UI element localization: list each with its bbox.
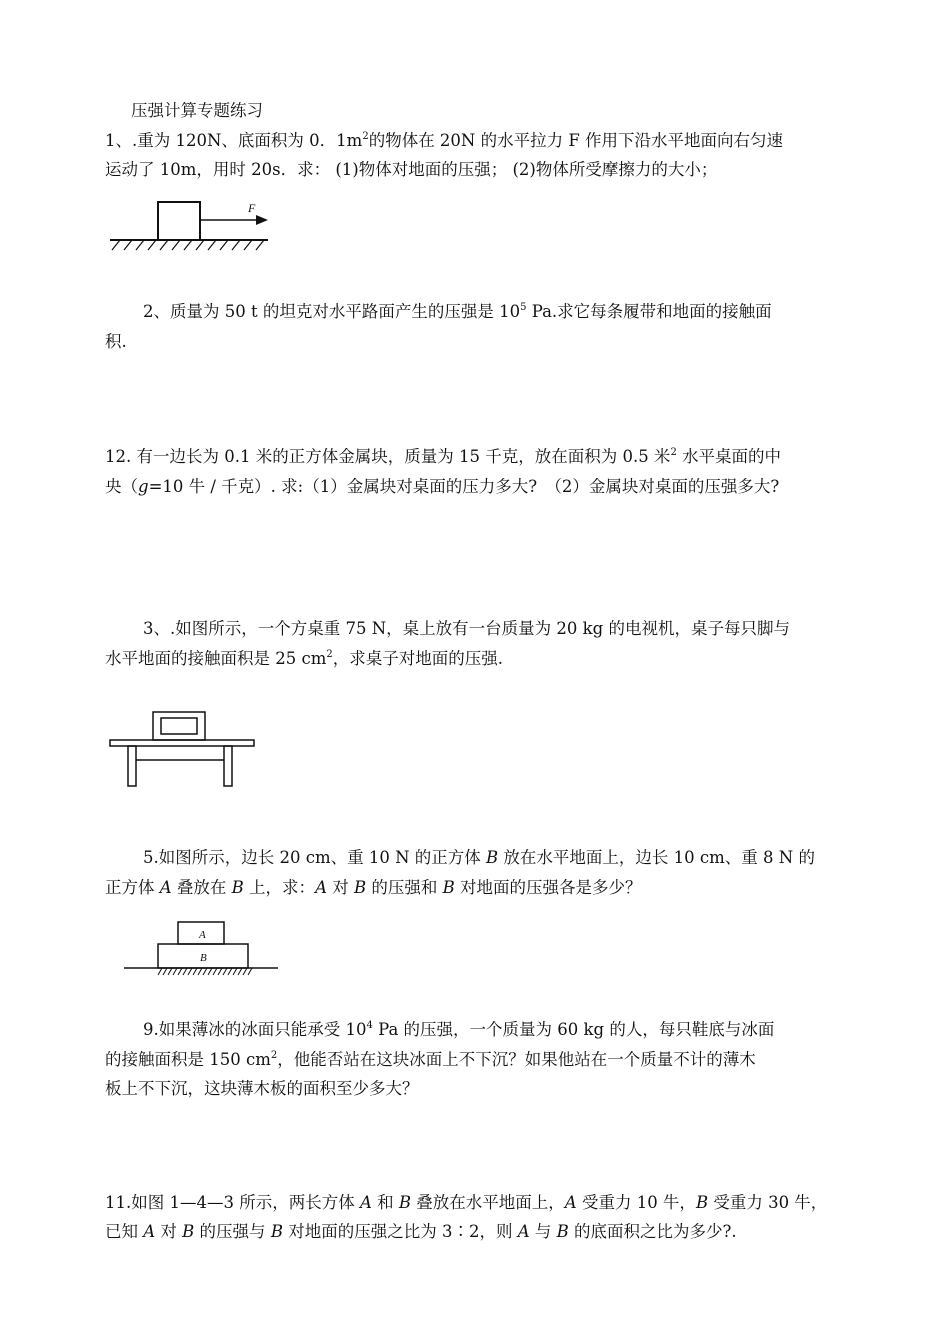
q1-text-a: 1、.重为 120N、底面积为 0．1m xyxy=(105,131,363,150)
question-11-line-1 xyxy=(105,1192,827,1214)
q9-superscript: 2 xyxy=(270,1050,278,1061)
q11-text-a: 11.如图 1—4—3 所示，两长方体 xyxy=(105,1193,360,1212)
q12-text-a: 12. 有一边长为 0.1 米的正方体金属块，质量为 15 千克，放在面积为 0.5 米 xyxy=(105,447,671,466)
q3-table-leg-right xyxy=(224,746,232,786)
q9-text-b: Pa 的压强，一个质量为 60 kg 的人，每只鞋底与冰面 xyxy=(372,1020,775,1039)
question-2-line-1 xyxy=(143,301,772,323)
q11-symbol-B: B xyxy=(695,1193,709,1212)
q11-text-h: 的压强与 xyxy=(194,1222,271,1241)
q11-symbol-A: A xyxy=(564,1193,577,1212)
q5-text-e: 上，求： xyxy=(243,878,316,897)
q9-text-d: ，他能否站在这块冰面上不下沉？如果他站在一个质量不计的薄木 xyxy=(277,1050,756,1069)
q3-table-leg-left xyxy=(128,746,136,786)
q2-superscript: 5 xyxy=(520,302,527,313)
q1-superscript: 2 xyxy=(362,131,369,142)
q5-text-c: 正方体 xyxy=(105,878,160,897)
q3-text-a: 水平地面的接触面积是 25 cm xyxy=(105,649,327,668)
q12-text-b: 水平桌面的中 xyxy=(676,447,782,466)
q12-text-d: =10 牛 / 千克）. 求:（1）金属块对桌面的压力多大? （2）金属块对桌面的压强多大? xyxy=(148,477,780,496)
question-2-line-2: 积. xyxy=(105,332,127,351)
q5-text-h: 对地面的压强各是多少？ xyxy=(454,878,642,897)
q1-ground-hatch xyxy=(112,240,264,250)
q1-block xyxy=(158,202,200,240)
q2-text-b: Pa.求它每条履带和地面的接触面 xyxy=(526,302,772,321)
q5-text-f: 对 xyxy=(326,878,354,897)
question-9-line-2 xyxy=(105,1049,756,1071)
q11-text-g: 对 xyxy=(155,1222,183,1241)
q11-text-c: 叠放在水平地面上， xyxy=(411,1193,565,1212)
question-12-line-2 xyxy=(105,476,779,498)
q11-text-i: 对地面的压强之比为 3∶2，则 xyxy=(282,1222,518,1241)
q11-text-j: 与 xyxy=(529,1222,557,1241)
question-1-line-2: 运动了 10m，用时 20s．求： (1)物体对地面的压强； (2)物体所受摩擦力的大小； xyxy=(105,160,718,179)
q11-symbol-B: B xyxy=(556,1222,569,1241)
q11-symbol-A: A xyxy=(517,1222,530,1241)
q11-symbol-B: B xyxy=(398,1193,412,1212)
q5-symbol-B: B xyxy=(486,848,499,867)
q5-label-B: B xyxy=(200,952,207,964)
q11-text-f: 已知 xyxy=(105,1222,144,1241)
q5-symbol-B: B xyxy=(353,878,367,897)
q11-text-k: 的底面积之比为多少?. xyxy=(568,1222,737,1241)
q3-superscript: 2 xyxy=(326,649,333,660)
q12-g-symbol: g xyxy=(138,477,149,496)
question-9-line-1 xyxy=(143,1019,774,1041)
q9-text-c: 的接触面积是 150 cm xyxy=(105,1050,271,1069)
q11-text-e: 受重力 30 牛， xyxy=(708,1193,828,1212)
q11-symbol-A: A xyxy=(359,1193,372,1212)
question-5-line-1 xyxy=(143,847,815,869)
q5-ground-hatch xyxy=(158,968,252,975)
question-12-line-1 xyxy=(105,446,781,468)
q11-symbol-B: B xyxy=(182,1222,195,1241)
q11-symbol-B: B xyxy=(270,1222,283,1241)
q5-text-d: 叠放在 xyxy=(171,878,232,897)
q5-text-b: 放在水平地面上，边长 10 cm、重 8 N 的 xyxy=(498,848,815,867)
q5-text-g: 的压强和 xyxy=(366,878,443,897)
question-1-line-1 xyxy=(105,130,783,152)
q5-symbol-A: A xyxy=(315,878,327,897)
q11-text-d: 受重力 10 牛， xyxy=(576,1193,696,1212)
page-title: 压强计算专题练习 xyxy=(131,101,263,120)
q1-force-label: F xyxy=(248,201,256,215)
q3-text-b: ，求桌子对地面的压强. xyxy=(332,649,503,668)
q9-superscript: 4 xyxy=(366,1020,373,1031)
q9-text-a: 9.如果薄冰的冰面只能承受 10 xyxy=(143,1020,367,1039)
q11-symbol-A: A xyxy=(143,1222,156,1241)
question-5-line-2 xyxy=(105,877,642,899)
q3-figure-table-tv xyxy=(108,710,258,790)
q3-tv-screen xyxy=(161,718,197,734)
question-3-line-2 xyxy=(105,648,503,670)
q5-label-A: A xyxy=(199,929,206,941)
question-11-line-2 xyxy=(105,1221,737,1243)
q11-text-b: 和 xyxy=(371,1193,399,1212)
q12-superscript: 2 xyxy=(670,447,677,458)
question-9-line-3: 板上不下沉，这块薄木板的面积至少多大？ xyxy=(105,1079,419,1098)
q1-figure-block-force xyxy=(108,198,278,258)
q5-text-a: 5.如图所示，边长 20 cm、重 10 N 的正方体 xyxy=(143,848,487,867)
q5-symbol-A: A xyxy=(159,878,172,897)
q1-force-arrowhead xyxy=(256,215,268,225)
q5-figure-stacked-blocks xyxy=(122,920,282,980)
q3-table-top xyxy=(110,740,254,746)
question-3-line-1: 3、.如图所示，一个方桌重 75 N，桌上放有一台质量为 20 kg 的电视机，桌子每只脚与 xyxy=(143,619,790,638)
q5-symbol-B: B xyxy=(442,878,455,897)
q1-text-b: 的物体在 20N 的水平拉力 F 作用下沿水平地面向右匀速 xyxy=(368,131,784,150)
q12-text-c: 央（ xyxy=(105,477,138,496)
q2-text-a: 2、质量为 50 t 的坦克对水平路面产生的压强是 10 xyxy=(143,302,521,321)
q5-symbol-B: B xyxy=(231,878,244,897)
